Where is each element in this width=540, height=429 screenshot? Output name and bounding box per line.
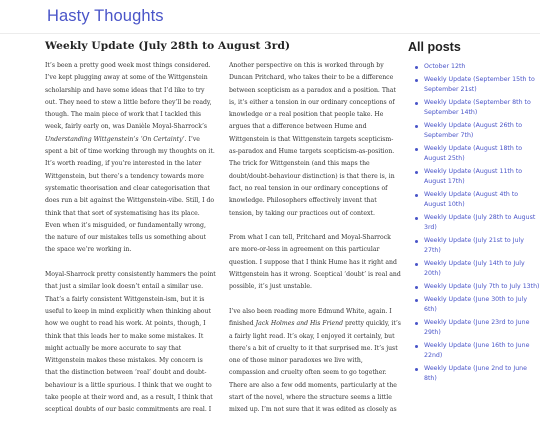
paragraph-text: Moyal-Sharrock pretty consistently hammers the point that just a similar look doesn’t entail a similar use. That’s a fairly consistent Wittgenstein-ism, but it is useful to keep in mind explicitly when thinking about how we ought to read his work. At points, though, I think that this leads her to make some mistakes. It might actually be more accurate to say that Wittgenstein makes these mistakes. My concern is that the distinction between ‘real’ doubt and doubt-behaviour is a little spurious. I think that we ought to take people at their word and, as a result, I think that sceptical doubts of our basic commitments are real. I [45, 271, 216, 414]
sidebar-post-item [414, 167, 540, 187]
sidebar-post-item [414, 75, 540, 95]
bullet-icon [415, 171, 418, 174]
post-paragraph [229, 232, 401, 293]
sidebar-post-item [414, 236, 540, 256]
bullet-icon [415, 79, 418, 82]
sidebar-post-link[interactable]: Weekly Update (July 21st to July 27th) [424, 237, 524, 254]
sidebar-post-item [414, 98, 540, 118]
bullet-icon [415, 345, 418, 348]
bullet-icon [415, 194, 418, 197]
sidebar-post-link[interactable]: Weekly Update (August 18th to August 25th) [424, 145, 523, 162]
header-divider [0, 33, 540, 34]
sidebar-post-item [414, 341, 540, 361]
sidebar-title: All posts [408, 40, 461, 54]
site-title-link[interactable]: Hasty Thoughts [47, 7, 164, 25]
paragraph-text: pretty quickly, it’s a fairly light read. It’s okay, I enjoyed it certainly, but there’s a bit of cruelty to it that surprised me. It’s just one of those minor paradoxes we live with, compassion and cruelty often seem to go together. There are also a few odd moments, particularly at the start of the novel, where the structure seems a little mixed up. I’m not sure that it was edited as closely as [229, 320, 401, 414]
bullet-icon [415, 286, 418, 289]
post-paragraph [229, 60, 401, 220]
post-title: Weekly Update (July 28th to August 3rd) [45, 40, 291, 52]
sidebar-post-item [414, 364, 540, 384]
bullet-icon [415, 240, 418, 243]
sidebar-post-link[interactable]: Weekly Update (July 28th to August 3rd) [424, 214, 536, 231]
sidebar-post-item [414, 121, 540, 141]
sidebar-post-item [414, 213, 540, 233]
sidebar-post-item [414, 144, 540, 164]
bullet-icon [415, 148, 418, 151]
bullet-icon [415, 299, 418, 302]
sidebar-post-link[interactable]: Weekly Update (September 8th to September 14th) [424, 99, 531, 116]
sidebar-post-item [414, 282, 540, 292]
bullet-icon [415, 322, 418, 325]
sidebar-post-link[interactable]: Weekly Update (July 7th to July 13th) [424, 283, 540, 290]
post-paragraph [45, 60, 217, 257]
sidebar [408, 40, 540, 382]
bullet-icon [415, 368, 418, 371]
bullet-icon [415, 217, 418, 220]
sidebar-post-link[interactable]: Weekly Update (June 2nd to June 8th) [424, 365, 527, 382]
bullet-icon [415, 125, 418, 128]
post-paragraph [229, 306, 401, 417]
bullet-icon [415, 263, 418, 266]
sidebar-post-link[interactable]: Weekly Update (August 11th to August 17th) [424, 168, 523, 185]
sidebar-post-item [414, 190, 540, 210]
book-title-text: Understanding Wittgenstein’s ‘On Certainty’ [45, 135, 185, 143]
sidebar-post-link[interactable]: October 12th [424, 63, 466, 70]
sidebar-post-link[interactable]: Weekly Update (September 15th to September 21st) [424, 76, 535, 93]
sidebar-post-link[interactable]: Weekly Update (August 26th to September 7th) [424, 122, 523, 139]
sidebar-post-link[interactable]: Weekly Update (June 30th to July 6th) [424, 296, 528, 313]
site-header [0, 0, 540, 30]
sidebar-post-link[interactable]: Weekly Update (June 16th to June 22nd) [424, 342, 530, 359]
sidebar-post-link[interactable]: Weekly Update (August 4th to August 10th) [424, 191, 519, 208]
sidebar-post-item [414, 318, 540, 338]
sidebar-post-item [414, 62, 540, 72]
bullet-icon [415, 102, 418, 105]
paragraph-text: I’ve also been reading more Edmund White, again. I finished [229, 307, 392, 328]
book-title-text: Jack Holmes and His Friend [255, 320, 344, 328]
post-paragraph [45, 269, 217, 417]
sidebar-post-item [414, 295, 540, 315]
post-article [45, 40, 390, 52]
paragraph-text: . I’ve spent a bit of time working through my thoughts on it. It’s worth reading, if you’re interested in the later Wittgenstein, but there’s a tendency towards more systematic theorisation and clear categorisation that does run a bit against the Wittgenstein-vibe. Still, I do think that that sort of systematising has its place. Even when it’s misguided, or fundamentally wrong, the nature of our mistakes tells us something about the space we’re working in. [45, 135, 215, 254]
paragraph-text: It’s been a pretty good week most things considered. I’ve kept plugging away at some of the Wittgenstein scholarship and have some ideas that I’d like to try out. They need to stew a little before they’ll be ready, though. The main piece of work that I tackled this week, fairly early on, was Danièle Moyal-Sharrock’s [45, 62, 212, 131]
sidebar-post-link[interactable]: Weekly Update (June 23rd to June 29th) [424, 319, 530, 336]
paragraph-text: From what I can tell, Pritchard and Moyal-Sharrock are more-or-less in agreement on this particular question. I suppose that I think Hume has it right and Wittgenstein has it wrong. Sceptical ‘doubt’ is real and possible, it’s just unstable. [229, 234, 401, 291]
sidebar-post-item [414, 259, 540, 279]
paragraph-text: Another perspective on this is worked through by Duncan Pritchard, who takes their to be a difference between scepticism as a paradox and a position. That is, it’s either a tension in our ordinary conceptions of knowledge or a real position that people take. He argues that a difference between Hume and Wittgenstein is that Wittgenstein targets scepticism-as-paradox and Hume targets scepticism-as-position. The trick for Wittgenstein (and this maps the doubt/doubt-behaviour distinction) is that there is, in fact, no real tension in our ordinary conceptions of knowledge. Philosophers effectively invent that tension, by taking our practices out of context. [229, 62, 397, 217]
sidebar-post-link[interactable]: Weekly Update (July 14th to July 20th) [424, 260, 525, 277]
post-body-left-column [45, 60, 217, 429]
post-body-right-column [229, 60, 401, 429]
all-posts-list [414, 62, 540, 387]
bullet-icon [415, 66, 418, 69]
